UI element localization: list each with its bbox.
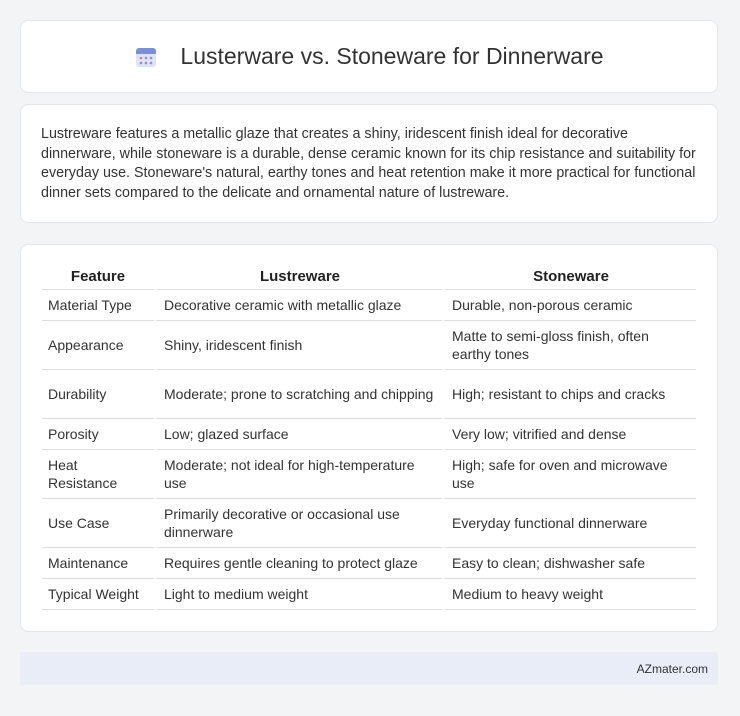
table-cell-stoneware: Everyday functional dinnerware xyxy=(442,499,696,548)
intro-card xyxy=(20,104,718,223)
table-cell-feature: Material Type xyxy=(42,290,154,321)
table-cell-stoneware: High; resistant to chips and cracks xyxy=(442,370,696,419)
table-cell-feature: Use Case xyxy=(42,499,154,548)
table-cell-feature: Heat Resistance xyxy=(42,450,154,499)
table-row xyxy=(42,579,696,610)
column-header-stoneware: Stoneware xyxy=(442,263,696,290)
table-cell-lustreware: Primarily decorative or occasional use dinnerware xyxy=(154,499,442,548)
table-header-row xyxy=(42,263,696,290)
table-cell-stoneware: Matte to semi-gloss finish, often earthy tones xyxy=(442,321,696,370)
column-header-lustreware: Lustreware xyxy=(154,263,442,290)
table-cell-lustreware: Light to medium weight xyxy=(154,579,442,610)
table-row xyxy=(42,370,696,419)
footer-bar xyxy=(20,652,718,685)
table-cell-lustreware: Shiny, iridescent finish xyxy=(154,321,442,370)
table-row xyxy=(42,321,696,370)
table-cell-lustreware: Moderate; prone to scratching and chipping xyxy=(154,370,442,419)
table-cell-lustreware: Low; glazed surface xyxy=(154,419,442,450)
table-row xyxy=(42,499,696,548)
footer-site-link[interactable]: AZmater.com xyxy=(636,661,708,676)
table-cell-stoneware: Medium to heavy weight xyxy=(442,579,696,610)
table-row xyxy=(42,548,696,579)
table-cell-feature: Appearance xyxy=(42,321,154,370)
table-row xyxy=(42,450,696,499)
page-title: Lusterware vs. Stoneware for Dinnerware xyxy=(180,43,604,69)
table-cell-stoneware: Very low; vitrified and dense xyxy=(442,419,696,450)
table-cell-feature: Porosity xyxy=(42,419,154,450)
table-cell-stoneware: Easy to clean; dishwasher safe xyxy=(442,548,696,579)
table-row xyxy=(42,290,696,321)
calendar-icon xyxy=(134,45,158,69)
table-cell-lustreware: Requires gentle cleaning to protect glaze xyxy=(154,548,442,579)
table-cell-feature: Durability xyxy=(42,370,154,419)
table-cell-feature: Maintenance xyxy=(42,548,154,579)
title-card xyxy=(20,20,718,93)
table-cell-stoneware: Durable, non-porous ceramic xyxy=(442,290,696,321)
table-cell-feature: Typical Weight xyxy=(42,579,154,610)
comparison-card xyxy=(20,244,718,632)
table-cell-lustreware: Moderate; not ideal for high-temperature use xyxy=(154,450,442,499)
table-cell-lustreware: Decorative ceramic with metallic glaze xyxy=(154,290,442,321)
column-header-feature: Feature xyxy=(42,263,154,290)
table-cell-stoneware: High; safe for oven and microwave use xyxy=(442,450,696,499)
comparison-table xyxy=(42,263,696,610)
intro-text: Lustreware features a metallic glaze that creates a shiny, iridescent finish ideal for decorative dinnerware, while stoneware is a durable, dense ceramic known for its chip resistance and suitability for everyday use. Stoneware's natural, earthy tones and heat retention make it more practical for functional dinner sets compared to the delicate and ornamental nature of lustreware. xyxy=(41,126,696,201)
table-row xyxy=(42,419,696,450)
